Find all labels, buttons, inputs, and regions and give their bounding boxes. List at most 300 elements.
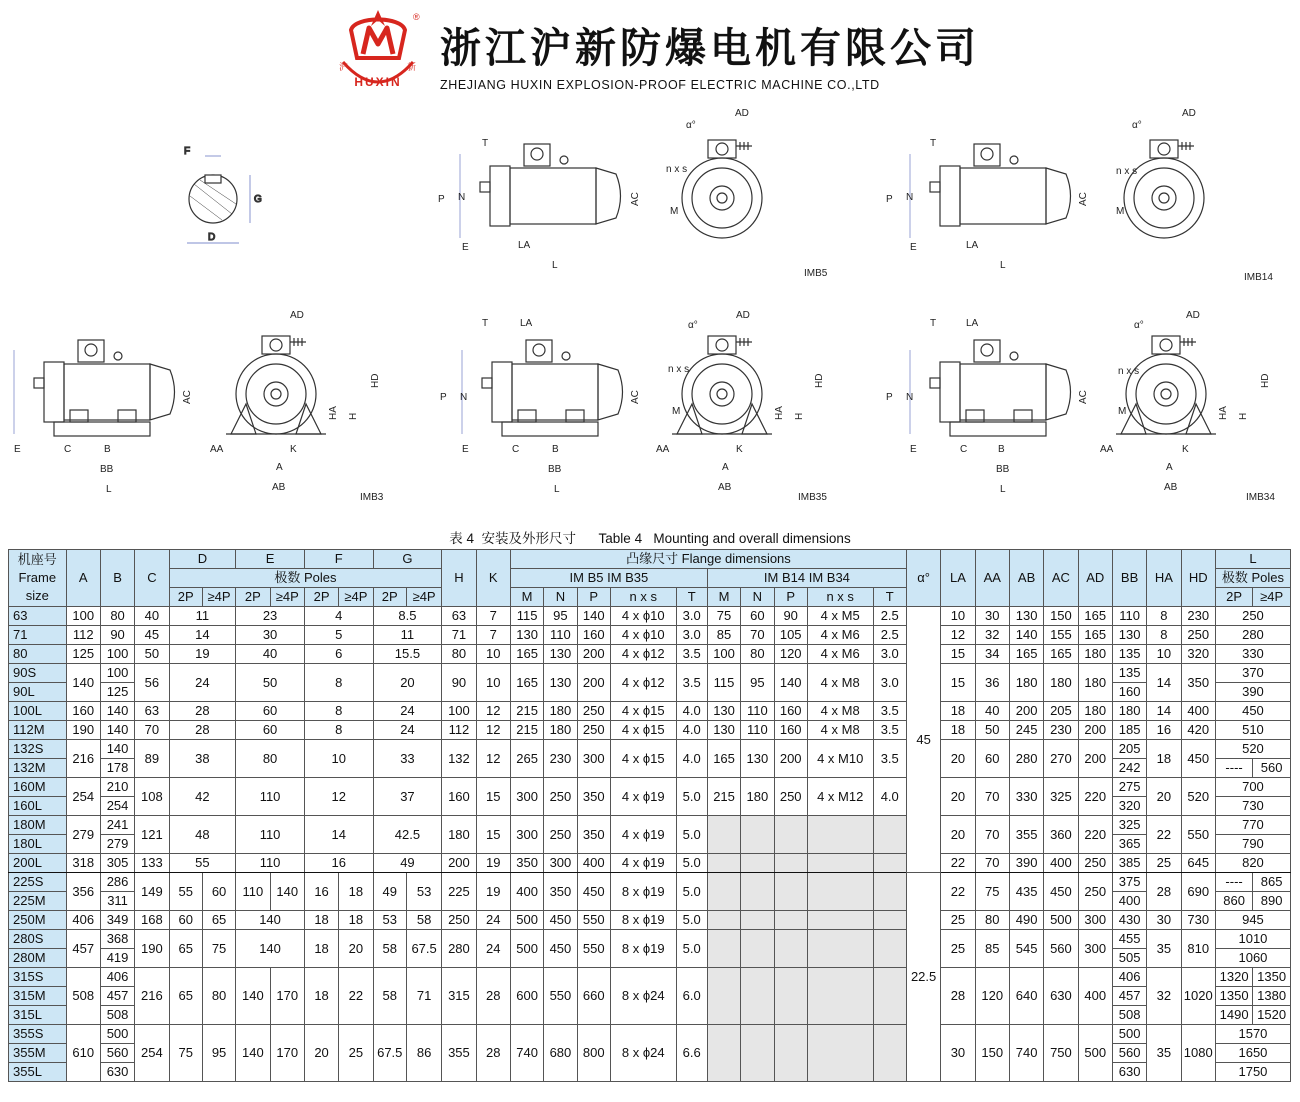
cell-K: 24 [476, 911, 510, 930]
cell-AC: 560 [1044, 930, 1078, 968]
cell-b5-P: 350 [577, 816, 610, 854]
cell-AB: 390 [1009, 854, 1043, 873]
dim-label-AB: AB [272, 482, 286, 493]
cell-frame: 90L [9, 683, 67, 702]
cell-b5-nxs: 8 x ϕ19 [610, 911, 676, 930]
cell-b14-P: 90 [774, 607, 807, 626]
header-frame-en: Frame [18, 570, 57, 585]
cell-C: 216 [135, 968, 169, 1025]
cell-b14-P: 200 [774, 740, 807, 778]
dim-label-HA: HA [1218, 406, 1229, 420]
cell-G-2p: 58 [373, 968, 406, 1025]
cell-BB: 400 [1112, 892, 1146, 911]
dim-label-AC: AC [1078, 390, 1089, 404]
cell-A: 160 [66, 702, 100, 721]
cell-b5-M: 165 [510, 664, 543, 702]
cell-AB: 545 [1009, 930, 1043, 968]
dim-label-AC: AC [630, 390, 641, 404]
dim-label-AC: AC [182, 390, 193, 404]
cell-b14-T: 4.0 [873, 778, 906, 816]
cell-B: 100 [100, 664, 134, 683]
cell-b5-nxs: 8 x ϕ19 [610, 930, 676, 968]
cell-H: 112 [442, 721, 476, 740]
cell-A: 112 [66, 626, 100, 645]
cell-b5-M: 115 [510, 607, 543, 626]
table-title: 表 4 安装及外形尺寸 Table 4 Mounting and overall dimensions [449, 531, 851, 546]
cell-F-4p: 22 [339, 968, 373, 1025]
cell-BB: 430 [1112, 911, 1146, 930]
cell-b14-nxs: 4 x M6 [807, 645, 873, 664]
cell-H: 100 [442, 702, 476, 721]
cell-b14-empty [774, 873, 807, 911]
cell-AD: 500 [1078, 1025, 1112, 1082]
cell-C: 63 [135, 702, 169, 721]
cell-BB: 630 [1112, 1063, 1146, 1082]
table-row [9, 645, 1291, 664]
cell-A: 457 [66, 930, 100, 968]
cell-AD: 165 [1078, 626, 1112, 645]
cell-E: 80 [236, 740, 305, 778]
cell-b14-empty [873, 873, 906, 911]
table-row [9, 626, 1291, 645]
cell-D: 28 [169, 702, 236, 721]
cell-AC: 180 [1044, 664, 1078, 702]
cell-b14-N: 110 [741, 702, 774, 721]
cell-b14-empty [707, 816, 740, 854]
cell-H: 225 [442, 873, 476, 911]
dim-label-AA: AA [1100, 444, 1114, 455]
table-header [9, 550, 1291, 607]
company-name-cn: 浙江沪新防爆电机有限公司 [440, 24, 980, 72]
header-L: L [1215, 550, 1290, 569]
cell-HA: 18 [1147, 740, 1181, 778]
cell-L-2p: ---- [1215, 759, 1252, 778]
cell-G-4p: 53 [406, 873, 441, 911]
cell-G: 49 [373, 854, 442, 873]
cell-K: 7 [476, 626, 510, 645]
table-row [9, 740, 1291, 759]
cell-b14-T: 3.5 [873, 721, 906, 740]
cell-G: 8.5 [373, 607, 442, 626]
header-BB: BB [1112, 550, 1146, 607]
header-b14-nxs: n x s [807, 588, 873, 607]
cell-AD: 220 [1078, 778, 1112, 816]
dim-label-HD: HD [370, 373, 381, 388]
cell-HD: 420 [1181, 721, 1215, 740]
cell-B: 80 [100, 607, 134, 626]
dim-label-M: M [670, 206, 679, 217]
cell-LA: 12 [941, 626, 975, 645]
cell-AD: 300 [1078, 911, 1112, 930]
cell-HD: 810 [1181, 930, 1215, 968]
cell-AB: 180 [1009, 664, 1043, 702]
cell-C: 133 [135, 854, 169, 873]
header-b14-N: N [741, 588, 774, 607]
cell-AC: 150 [1044, 607, 1078, 626]
cell-AD: 200 [1078, 721, 1112, 740]
cell-LA: 28 [941, 968, 975, 1025]
cell-E: 110 [236, 854, 305, 873]
cell-AC: 270 [1044, 740, 1078, 778]
cell-F: 4 [304, 607, 373, 626]
cell-b14-P: 105 [774, 626, 807, 645]
cell-b14-empty [774, 911, 807, 930]
cell-F-2p: 18 [304, 930, 338, 968]
cell-b5-N: 250 [544, 816, 577, 854]
cell-E: 50 [236, 664, 305, 702]
cell-K: 15 [476, 778, 510, 816]
cell-G: 20 [373, 664, 442, 702]
dim-label-LA: LA [518, 240, 531, 251]
cell-BB: 325 [1112, 816, 1146, 835]
cell-L: 280 [1215, 626, 1290, 645]
cell-AB: 165 [1009, 645, 1043, 664]
cell-HA: 28 [1147, 873, 1181, 911]
cell-L: 370 [1215, 664, 1290, 683]
cell-B: 508 [100, 1006, 134, 1025]
table-row [9, 1025, 1291, 1044]
dim-label-AC: AC [1078, 192, 1089, 206]
cell-G-4p: 58 [406, 911, 441, 930]
cell-b5-N: 450 [544, 930, 577, 968]
header-4p: ≥4P [270, 588, 304, 607]
cell-b14-empty [707, 873, 740, 911]
cell-HA: 35 [1147, 930, 1181, 968]
cell-L: 390 [1215, 683, 1290, 702]
header-b14-P: P [774, 588, 807, 607]
cell-frame: 250M [9, 911, 67, 930]
cell-b5-M: 130 [510, 626, 543, 645]
cell-C: 50 [135, 645, 169, 664]
cell-AA: 32 [975, 626, 1009, 645]
cell-b14-N: 60 [741, 607, 774, 626]
cell-H: 132 [442, 740, 476, 778]
cell-b14-empty [873, 816, 906, 854]
cell-B: 140 [100, 721, 134, 740]
cell-F-4p: 18 [339, 911, 373, 930]
cell-L: 790 [1215, 835, 1290, 854]
cell-B: 368 [100, 930, 134, 949]
cell-alpha: 22.5 [906, 873, 940, 1082]
cell-D-4p: 75 [202, 930, 235, 968]
cell-AA: 70 [975, 778, 1009, 816]
cell-AC: 360 [1044, 816, 1078, 854]
cell-F-2p: 16 [304, 873, 338, 911]
cell-frame: 355S [9, 1025, 67, 1044]
cell-E-4p: 140 [270, 873, 304, 911]
cell-b14-nxs: 4 x M8 [807, 664, 873, 702]
cell-AB: 330 [1009, 778, 1043, 816]
cell-b5-T: 5.0 [676, 778, 707, 816]
dim-label-M: M [1116, 206, 1125, 217]
cell-frame: 112M [9, 721, 67, 740]
cell-b5-N: 95 [544, 607, 577, 626]
cell-AA: 70 [975, 854, 1009, 873]
cell-HD: 250 [1181, 626, 1215, 645]
cell-K: 24 [476, 930, 510, 968]
cell-b5-N: 110 [544, 626, 577, 645]
cell-BB: 375 [1112, 873, 1146, 892]
cell-L: 1010 [1215, 930, 1290, 949]
cell-b5-T: 4.0 [676, 702, 707, 721]
dim-label-M: M [672, 406, 681, 417]
cell-AB: 130 [1009, 607, 1043, 626]
dim-label-C: C [512, 444, 520, 455]
cell-F-2p: 18 [304, 911, 338, 930]
cell-b14-N: 180 [741, 778, 774, 816]
cell-AC: 325 [1044, 778, 1078, 816]
cell-b5-M: 300 [510, 778, 543, 816]
dim-label-alpha: α° [686, 120, 696, 131]
cell-b5-T: 4.0 [676, 740, 707, 778]
cell-b5-nxs: 4 x ϕ15 [610, 721, 676, 740]
cell-b14-empty [873, 1025, 906, 1082]
cell-BB: 110 [1112, 607, 1146, 626]
cell-b14-empty [807, 1025, 873, 1082]
cell-E-2p: 110 [236, 873, 270, 911]
dim-label-H: H [348, 412, 359, 420]
dim-label-N: N [906, 192, 914, 203]
cell-B: 419 [100, 949, 134, 968]
cell-E-4p: 170 [270, 1025, 304, 1082]
cell-D-2p: 55 [169, 873, 202, 911]
cell-b14-M: 115 [707, 664, 740, 702]
cell-B: 305 [100, 854, 134, 873]
cell-b14-empty [741, 968, 774, 1025]
cell-b14-empty [741, 930, 774, 968]
cell-D-2p: 65 [169, 930, 202, 968]
cell-K: 28 [476, 968, 510, 1025]
cell-b5-nxs: 8 x ϕ19 [610, 873, 676, 911]
cell-frame: 315M [9, 987, 67, 1006]
cell-A: 125 [66, 645, 100, 664]
cell-b5-T: 4.0 [676, 721, 707, 740]
cell-L: 770 [1215, 816, 1290, 835]
cell-b14-P: 250 [774, 778, 807, 816]
cell-AA: 70 [975, 816, 1009, 854]
cell-C: 254 [135, 1025, 169, 1082]
cell-b5-P: 450 [577, 873, 610, 911]
cell-b5-M: 500 [510, 911, 543, 930]
header-AC: AC [1044, 550, 1078, 607]
cell-G: 24 [373, 721, 442, 740]
cell-AC: 500 [1044, 911, 1078, 930]
cell-A: 140 [66, 664, 100, 702]
cell-b5-M: 265 [510, 740, 543, 778]
cell-AA: 75 [975, 873, 1009, 911]
cell-frame: 63 [9, 607, 67, 626]
header-HD: HD [1181, 550, 1215, 607]
cell-b5-N: 450 [544, 911, 577, 930]
cell-F: 16 [304, 854, 373, 873]
cell-AC: 205 [1044, 702, 1078, 721]
dim-label-A: A [722, 462, 729, 473]
cell-L: 1650 [1215, 1044, 1290, 1063]
cell-AC: 155 [1044, 626, 1078, 645]
cell-A: 190 [66, 721, 100, 740]
imb34-label: IMB34 [1246, 492, 1275, 503]
cell-LA: 25 [941, 930, 975, 968]
cell-F: 5 [304, 626, 373, 645]
cell-C: 190 [135, 930, 169, 968]
cell-b14-nxs: 4 x M5 [807, 607, 873, 626]
dim-label-LA: LA [966, 318, 979, 329]
cell-HD: 1020 [1181, 968, 1215, 1025]
header-b14: IM B14 IM B34 [707, 569, 906, 588]
motor-drawings [0, 100, 1300, 520]
dim-label-nxs: n x s [668, 364, 690, 375]
cell-b5-nxs: 4 x ϕ19 [610, 816, 676, 854]
table-row [9, 968, 1291, 987]
cell-b14-empty [774, 1025, 807, 1082]
dim-label-L: L [552, 260, 558, 271]
cell-AA: 36 [975, 664, 1009, 702]
cell-A: 254 [66, 778, 100, 816]
cell-F: 10 [304, 740, 373, 778]
cell-AC: 165 [1044, 645, 1078, 664]
cell-E: 60 [236, 702, 305, 721]
cell-b5-M: 350 [510, 854, 543, 873]
cell-LA: 20 [941, 816, 975, 854]
logo-text: HUXIN [354, 75, 402, 89]
shaft-key-drawing [184, 146, 262, 243]
cell-BB: 455 [1112, 930, 1146, 949]
cell-b14-N: 80 [741, 645, 774, 664]
cell-frame: 160M [9, 778, 67, 797]
cell-b5-T: 5.0 [676, 930, 707, 968]
dim-label-BB: BB [548, 464, 562, 475]
dim-label-F: F [184, 146, 191, 157]
cell-b5-nxs: 4 x ϕ19 [610, 778, 676, 816]
drawings-area [0, 100, 1300, 520]
cell-b5-P: 250 [577, 721, 610, 740]
dim-label-A: A [276, 462, 283, 473]
imb14-label: IMB14 [1244, 272, 1273, 283]
cell-F: 12 [304, 778, 373, 816]
cell-L: 820 [1215, 854, 1290, 873]
cell-LA: 22 [941, 873, 975, 911]
cell-b5-P: 200 [577, 664, 610, 702]
cell-A: 216 [66, 740, 100, 778]
cell-BB: 365 [1112, 835, 1146, 854]
header-2p: 2P [169, 588, 202, 607]
cell-B: 178 [100, 759, 134, 778]
dim-label-AA: AA [656, 444, 670, 455]
cell-b5-T: 3.5 [676, 645, 707, 664]
dim-label-nxs: n x s [666, 164, 688, 175]
cell-F: 8 [304, 702, 373, 721]
cell-B: 630 [100, 1063, 134, 1082]
cell-L: 1570 [1215, 1025, 1290, 1044]
cell-BB: 500 [1112, 1025, 1146, 1044]
cell-A: 610 [66, 1025, 100, 1082]
cell-D: 14 [169, 626, 236, 645]
dim-label-K: K [736, 444, 743, 455]
cell-F-4p: 18 [339, 873, 373, 911]
cell-K: 15 [476, 816, 510, 854]
dim-label-LA: LA [520, 318, 533, 329]
cell-b14-empty [774, 854, 807, 873]
header-2p: 2P [236, 588, 270, 607]
dim-label-AD: AD [736, 310, 750, 321]
cell-AC: 230 [1044, 721, 1078, 740]
dim-label-P: P [438, 194, 445, 205]
cell-AD: 180 [1078, 702, 1112, 721]
dim-label-H: H [794, 412, 805, 420]
cell-b14-empty [873, 968, 906, 1025]
header-b5-N: N [544, 588, 577, 607]
cell-b14-empty [873, 930, 906, 968]
cell-HA: 16 [1147, 721, 1181, 740]
cell-D: 11 [169, 607, 236, 626]
dim-label-LA: LA [966, 240, 979, 251]
cell-b14-empty [807, 911, 873, 930]
cell-b14-empty [807, 930, 873, 968]
cell-frame: 355L [9, 1063, 67, 1082]
cell-HA: 20 [1147, 778, 1181, 816]
cell-A: 508 [66, 968, 100, 1025]
cell-frame: 280S [9, 930, 67, 949]
cell-HD: 230 [1181, 607, 1215, 626]
cell-C: 149 [135, 873, 169, 911]
dim-label-AD: AD [1182, 108, 1196, 119]
cell-frame: 315L [9, 1006, 67, 1025]
cell-LA: 10 [941, 607, 975, 626]
cell-E: 30 [236, 626, 305, 645]
cell-HA: 8 [1147, 626, 1181, 645]
dim-label-alpha: α° [1134, 320, 1144, 331]
cell-b5-P: 300 [577, 740, 610, 778]
cell-K: 10 [476, 645, 510, 664]
cell-BB: 457 [1112, 987, 1146, 1006]
header-flange: 凸缘尺寸 Flange dimensions [510, 550, 906, 569]
cell-b14-empty [807, 854, 873, 873]
cell-b5-N: 130 [544, 664, 577, 702]
cell-b14-P: 140 [774, 664, 807, 702]
dim-label-AB: AB [718, 482, 732, 493]
cell-b14-nxs: 4 x M12 [807, 778, 873, 816]
cell-E-2p: 140 [236, 1025, 270, 1082]
cell-L-4p: 1350 [1253, 968, 1291, 987]
header-AB: AB [1009, 550, 1043, 607]
header-b5: IM B5 IM B35 [510, 569, 707, 588]
cell-HD: 350 [1181, 664, 1215, 702]
cell-frame: 132M [9, 759, 67, 778]
cell-b14-nxs: 4 x M6 [807, 626, 873, 645]
cell-L: 730 [1215, 797, 1290, 816]
dim-label-L: L [106, 484, 112, 495]
cell-L: 510 [1215, 721, 1290, 740]
header-alpha: α° [906, 550, 940, 607]
dim-label-E: E [14, 444, 21, 455]
cell-E: 140 [236, 930, 305, 968]
cell-BB: 135 [1112, 645, 1146, 664]
cell-b5-P: 350 [577, 778, 610, 816]
cell-HA: 35 [1147, 1025, 1181, 1082]
cell-BB: 505 [1112, 949, 1146, 968]
cell-HA: 22 [1147, 816, 1181, 854]
cell-C: 70 [135, 721, 169, 740]
cell-b5-N: 180 [544, 721, 577, 740]
cell-LA: 18 [941, 721, 975, 740]
cell-BB: 320 [1112, 797, 1146, 816]
header-L-poles: 极数 Poles [1215, 569, 1290, 588]
cell-b14-T: 2.5 [873, 626, 906, 645]
cell-H: 315 [442, 968, 476, 1025]
cell-b14-empty [873, 854, 906, 873]
cell-AB: 740 [1009, 1025, 1043, 1082]
cell-frame: 80 [9, 645, 67, 664]
